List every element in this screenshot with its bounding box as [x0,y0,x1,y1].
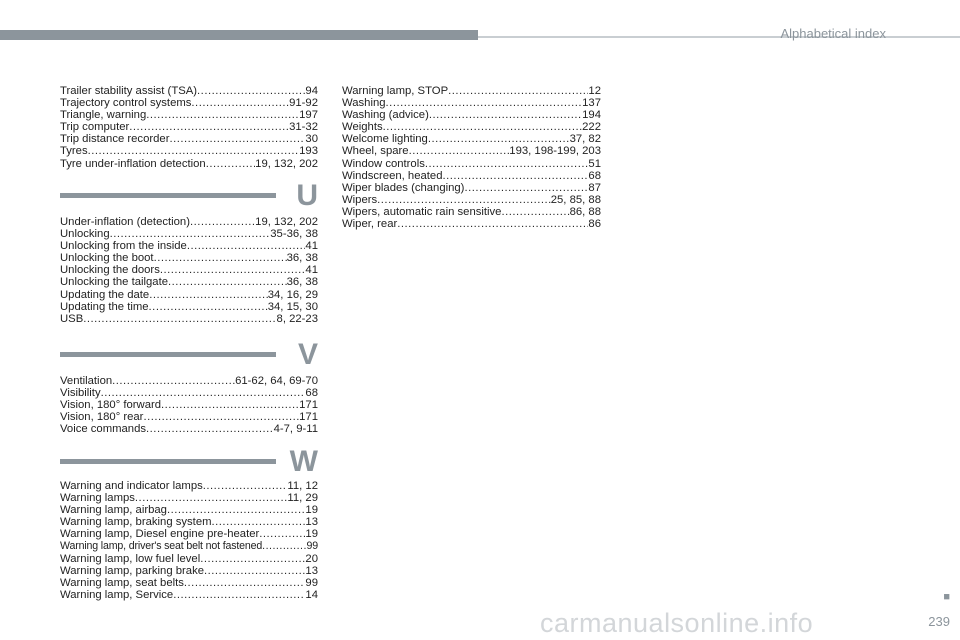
section-u-entries [60,216,318,325]
section-letter: U [296,179,318,212]
entry-pages: 86, 88 [569,205,601,218]
right-column-entries [342,85,601,230]
leader-dots [129,121,289,133]
index-entry [60,492,318,504]
leader-dots [146,109,299,121]
leader-dots [83,313,276,325]
leader-dots [409,145,510,157]
entry-term: Warning lamp, parking brake [60,564,204,577]
leader-dots [442,170,588,182]
section-bar [60,352,276,357]
entry-term: Updating the date [60,288,150,301]
entry-term: Washing (advice) [342,109,429,122]
entry-pages: 31-32 [289,121,318,134]
entry-term: Warning lamp, driver's seat belt not fastened [60,540,263,553]
entry-term: Visibility [60,387,101,400]
header-bar [0,30,478,40]
leader-dots [154,252,287,264]
entry-term: Vision, 180° rear [60,411,144,424]
index-entry [60,589,318,601]
entry-term: Warning and indicator lamps [60,480,203,492]
index-entry [60,85,318,97]
entry-term: Weights [342,121,383,134]
index-entry [60,313,318,325]
entry-pages: 14 [305,588,318,601]
entry-term: Ventilation [60,375,113,387]
index-entry [342,121,601,133]
entry-pages: 30 [305,133,318,146]
index-entry [60,228,318,240]
leader-dots [112,375,235,387]
leader-dots [149,301,268,313]
leader-dots [191,97,289,109]
leader-dots [110,228,271,240]
index-entry [60,145,318,157]
leader-dots [206,158,255,170]
leader-dots [377,194,551,206]
leader-dots [383,121,583,133]
index-entry [342,218,601,230]
header-rule [478,36,960,38]
entry-term: Wiper, rear [342,218,398,231]
leader-dots [212,516,306,528]
entry-term: Wiper blades (changing) [342,181,465,194]
leader-dots [501,206,569,218]
leader-dots [397,218,588,230]
section-letter: W [289,445,318,478]
entry-pages: 197 [299,109,318,122]
entry-pages: 4-7, 9-11 [273,423,318,436]
index-entry [60,504,318,516]
leader-dots [173,589,305,601]
entry-pages: 86 [588,218,601,231]
entry-pages: 99 [305,576,318,589]
entry-term: Unlocking the doors [60,264,160,277]
entry-pages: 36, 38 [286,276,318,289]
entry-pages: 171 [299,399,318,412]
index-entry [60,516,318,528]
index-entry [60,301,318,313]
leader-dots [161,399,299,411]
entry-pages: 37, 82 [569,133,601,146]
entry-pages: 171 [299,411,318,424]
entry-term: Voice commands [60,423,147,436]
entry-pages: 41 [305,240,318,253]
section-w-entries [60,480,318,601]
index-entry [60,399,318,411]
entry-pages: 19, 132, 202 [255,157,318,170]
leader-dots [167,504,305,516]
index-entry [60,411,318,423]
index-entry [60,375,318,387]
entry-term: Unlocking [60,228,110,241]
entry-pages: 137 [582,97,601,110]
entry-term: Under-inflation (detection) [60,216,190,228]
entry-term: Warning lamp, seat belts [60,576,184,589]
section-header-w [60,445,322,483]
entry-pages: 68 [305,387,318,400]
entry-pages: 13 [305,516,318,529]
leader-dots [184,577,306,589]
leader-dots [425,158,589,170]
leader-dots [448,85,588,97]
section-v-entries [60,375,318,435]
index-entry [60,289,318,301]
entry-term: Unlocking the boot [60,252,154,265]
entry-term: Warning lamp, Service [60,588,174,601]
entry-pages: 36, 38 [286,252,318,265]
entry-term: Windscreen, heated [342,169,443,182]
entry-term: Updating the time [60,300,149,313]
entry-pages: 19 [305,528,318,541]
leader-dots [149,289,268,301]
index-entry [60,528,318,540]
entry-pages: 41 [305,264,318,277]
index-entry [60,240,318,252]
page-mark: ■ [943,591,950,603]
index-entry [342,206,601,218]
entry-pages: 94 [305,85,318,97]
index-entry [60,276,318,288]
index-entry [342,97,601,109]
watermark: carmanualsonline.info [540,608,814,638]
entry-term: Trailer stability assist (TSA) [60,85,198,97]
entry-term: Wipers, automatic rain sensitive [342,205,502,218]
index-entry [60,97,318,109]
entry-term: Unlocking from the inside [60,240,187,253]
leader-dots [200,553,305,565]
entry-term: Vision, 180° forward [60,399,162,412]
entry-pages: 222 [582,121,601,134]
entry-pages: 19 [305,504,318,517]
entry-term: Wheel, spare [342,145,409,158]
index-entry [60,158,318,170]
section-bar [60,193,276,198]
left-column-t-entries [60,85,318,170]
leader-dots [101,387,306,399]
leader-dots [259,528,305,540]
index-entry [60,121,318,133]
index-entry [342,85,601,97]
index-entry [342,170,601,182]
index-entry [60,387,318,399]
leader-dots [386,97,583,109]
entry-term: Warning lamp, STOP [342,85,449,97]
index-entry [342,182,601,194]
entry-term: Warning lamp, low fuel level [60,552,201,565]
entry-term: Tyre under-inflation detection [60,157,206,170]
leader-dots [190,216,255,228]
index-entry [60,480,318,492]
index-entry [60,252,318,264]
entry-pages: 68 [588,169,601,182]
entry-term: Window controls [342,157,425,170]
index-entry [342,109,601,121]
leader-dots [197,85,305,97]
entry-pages: 61-62, 64, 69-70 [235,375,318,387]
index-entry [60,216,318,228]
entry-term: Warning lamp, braking system [60,516,212,529]
entry-term: Washing [342,97,386,110]
leader-dots [146,423,274,435]
page-header-title: Alphabetical index [780,26,886,41]
leader-dots [428,133,570,145]
leader-dots [187,240,306,252]
leader-dots [135,492,288,504]
entry-term: Tyres [60,145,88,158]
index-entry [60,577,318,589]
leader-dots [88,145,300,157]
index-entry [60,540,318,552]
entry-pages: 19, 132, 202 [255,216,318,228]
entry-term: Warning lamps [60,492,135,505]
entry-term: Warning lamp, Diesel engine pre-heater [60,528,260,541]
entry-pages: 34, 15, 30 [267,300,318,313]
index-entry [342,194,601,206]
index-entry [60,133,318,145]
entry-pages: 51 [588,157,601,170]
index-entry [60,264,318,276]
entry-pages: 193 [299,145,318,158]
leader-dots [203,480,288,492]
leader-dots [168,276,287,288]
entry-term: Trip distance recorder [60,133,170,146]
entry-term: Trip computer [60,121,130,134]
entry-term: Trajectory control systems [60,97,192,110]
leader-dots [429,109,582,121]
entry-pages: 20 [305,552,318,565]
index-entry [60,109,318,121]
entry-pages: 11, 12 [287,480,318,492]
entry-pages: 34, 16, 29 [267,288,318,301]
section-bar [60,459,276,464]
page-number: 239 [928,614,950,629]
entry-pages: 25, 85, 88 [550,193,601,206]
entry-pages: 194 [582,109,601,122]
index-entry [60,423,318,435]
entry-term: Welcome lighting [342,133,428,146]
section-header-v [60,338,322,376]
entry-term: Warning lamp, airbag [60,504,167,517]
entry-pages: 193, 198-199, 203 [509,145,601,158]
entry-pages: 35-36, 38 [270,228,318,241]
entry-term: Wipers [342,193,378,206]
leader-dots [464,182,588,194]
leader-dots [262,540,306,552]
leader-dots [204,565,305,577]
entry-term: Unlocking the tailgate [60,276,169,289]
index-entry [342,158,601,170]
section-letter: V [297,338,318,371]
entry-pages: 11, 29 [287,492,318,505]
entry-term: Triangle, warning [60,109,147,122]
index-entry [342,133,601,145]
index-entry [60,565,318,577]
index-entry [60,553,318,565]
entry-pages: 87 [588,181,601,194]
entry-term: USB [60,312,84,325]
entry-pages: 12 [588,85,601,97]
leader-dots [160,264,306,276]
entry-pages: 13 [305,564,318,577]
leader-dots [169,133,305,145]
leader-dots [143,411,299,423]
entry-pages: 91-92 [289,97,318,110]
entry-pages: 99 [306,540,318,553]
section-header-u [60,179,322,217]
index-entry [342,145,601,157]
entry-pages: 8, 22-23 [276,312,318,325]
